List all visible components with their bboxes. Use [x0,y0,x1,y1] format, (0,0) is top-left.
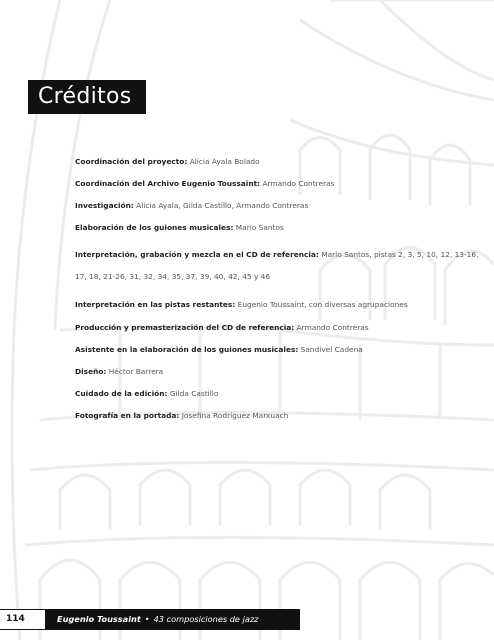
credit-item [75,200,480,211]
page-title: Créditos [28,80,146,114]
page-number: 114 [0,609,45,630]
credit-role: Investigación: [75,201,134,211]
credit-item [75,322,480,333]
credit-names: Alicia Ayala Bolado [189,157,260,166]
credit-item [75,178,480,189]
credit-item [75,366,480,377]
credit-names: Gilda Castillo [169,388,219,398]
credit-role: Interpretación en las pistas restantes: [75,300,236,310]
credit-item [75,388,480,399]
credit-role: Fotografía en la portada: [75,410,180,420]
credit-role: Coordinación del Archivo Eugenio Toussaint: [75,179,261,189]
credit-item [75,156,480,167]
book-subtitle: 43 composiciones de jazz [153,614,259,624]
credit-names: Alicia Ayala, Gilda Castillo, Armando Contreras [136,201,309,211]
credit-names: Mario Santos [235,223,284,233]
book-author: Eugenio Toussaint [57,614,141,624]
credit-role: Interpretación, grabación y mezcla en el CD de referencia: [75,250,319,260]
credit-names: Armando Contreras [262,179,335,189]
credit-names: Mario Santos, pistas 2, 3, 5, 10, 12, 13-16, 17, 18, 21-26, 31, 32, 34, 35, 37, 39, 40, 42, 45 y 46 [75,250,479,282]
credit-names: Sandivel Cadena [300,344,363,354]
credit-item [75,222,480,233]
credit-role: Coordinación del proyecto: [75,157,188,166]
credit-item [75,299,480,310]
credit-role: Diseño: [75,366,107,376]
footer-separator: • [144,614,150,624]
credit-names: Josefina Rodríguez Marxuach [181,410,289,420]
credit-names: Armando Contreras [296,322,369,332]
credit-role: Cuidado de la edición: [75,388,168,398]
running-footer [45,609,300,630]
credit-role: Asistente en la elaboración de los guiones musicales: [75,344,299,354]
page-footer [0,609,494,630]
credit-item [75,344,480,355]
credit-role: Elaboración de los guiones musicales: [75,223,234,233]
credit-names: Eugenio Toussaint, con diversas agrupaciones [237,300,408,310]
credit-names: Héctor Barrera [108,366,164,376]
credits-list [75,156,480,432]
credit-item [75,410,480,421]
credit-item [75,244,480,288]
credit-role: Producción y premasterización del CD de referencia: [75,322,295,332]
